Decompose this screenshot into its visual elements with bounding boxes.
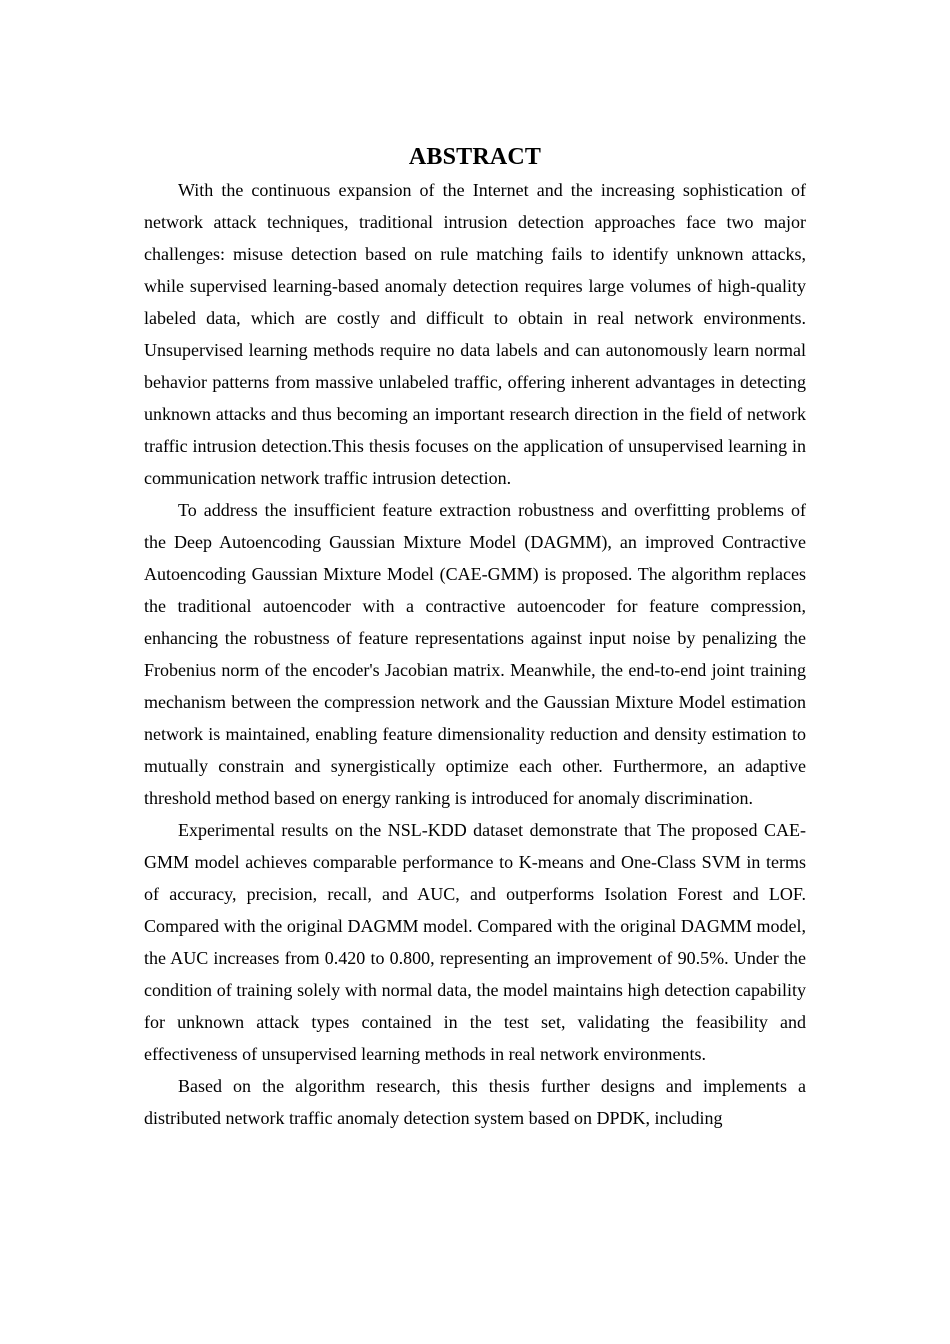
abstract-paragraph-3: Experimental results on the NSL-KDD dataset demonstrate that The proposed CAE-GMM model achieves comparable performance to K-means and One-Class SVM in terms of accuracy, precision, recall, and AUC, and outperforms Isolation Forest and LOF. Compared with the original DAGMM model. Compared with the original DAGMM model, the AUC increases from 0.420 to 0.800, representing an improvement of 90.5%. Under the condition of training solely with normal data, the model maintains high detection capability for unknown attack types contained in the test set, validating the feasibility and effectiveness of unsupervised learning methods in real network environments. [144,820,806,1064]
abstract-paragraph-4: Based on the algorithm research, this thesis further designs and implements a distributed network traffic anomaly detection system based on DPDK, including [144,1076,806,1128]
abstract-paragraph-2: To address the insufficient feature extraction robustness and overfitting problems of the Deep Autoencoding Gaussian Mixture Model (DAGMM), an improved Contractive Autoencoding Gaussian Mixture Model (CAE-GMM) is proposed. The algorithm replaces the traditional autoencoder with a contractive autoencoder for feature compression, enhancing the robustness of feature representations against input noise by penalizing the Frobenius norm of the encoder's Jacobian matrix. Meanwhile, the end-to-end joint training mechanism between the compression network and the Gaussian Mixture Model estimation network is maintained, enabling feature dimensionality reduction and density estimation to mutually constrain and synergistically optimize each other. Furthermore, an adaptive threshold method based on energy ranking is introduced for anomaly discrimination. [144,500,806,808]
document-page [144,140,806,1134]
abstract-paragraph-1: With the continuous expansion of the Internet and the increasing sophistication of network attack techniques, traditional intrusion detection approaches face two major challenges: misuse detection based on rule matching fails to identify unknown attacks, while supervised learning-based anomaly detection requires large volumes of high-quality labeled data, which are costly and difficult to obtain in real network environments. Unsupervised learning methods require no data labels and can autonomously learn normal behavior patterns from massive unlabeled traffic, offering inherent advantages in detecting unknown attacks and thus becoming an important research direction in the field of network traffic intrusion detection.This thesis focuses on the application of unsupervised learning in communication network traffic intrusion detection. [144,180,806,488]
abstract-title: ABSTRACT [408,144,542,170]
